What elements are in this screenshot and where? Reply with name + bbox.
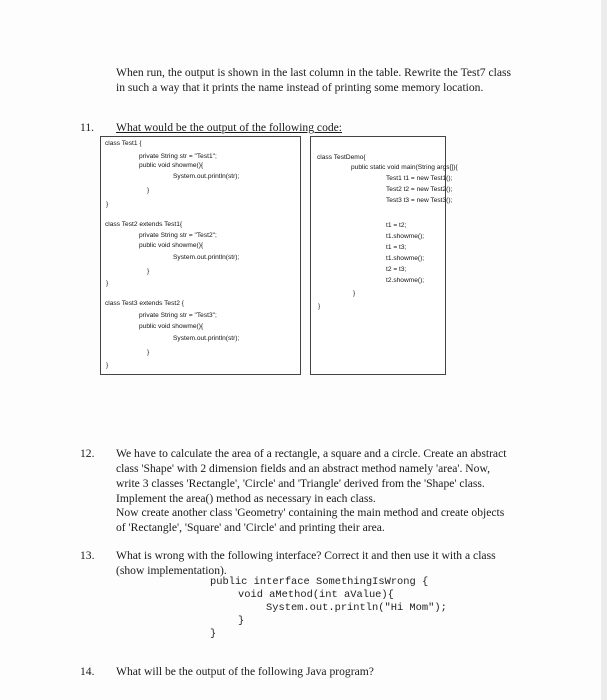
code-line: System.out.println(str); bbox=[173, 173, 240, 180]
left-code-box bbox=[100, 136, 301, 375]
code-line: Test2 t2 = new Test2(); bbox=[386, 186, 453, 193]
code-line: private String str = "Test1"; bbox=[139, 153, 217, 160]
code-line: t1 = t3; bbox=[386, 244, 407, 251]
question-12-line: write 3 classes 'Rectangle', 'Circle' and 'Triangle' derived from the 'Shape' class. bbox=[116, 477, 485, 490]
code-line: t2.showme(); bbox=[386, 277, 425, 284]
question-14-text: What will be the output of the following Java program? bbox=[116, 665, 374, 678]
question-12-line: We have to calculate the area of a rectangle, a square and a circle. Create an abstract bbox=[116, 447, 507, 460]
question-13-number: 13. bbox=[80, 549, 95, 562]
question-11-title: What would be the output of the following code: bbox=[116, 121, 343, 134]
code-line: class Test2 extends Test1{ bbox=[105, 221, 183, 228]
question-12-number: 12. bbox=[80, 447, 95, 460]
code-line: } bbox=[106, 280, 109, 287]
question-11-number: 11. bbox=[80, 121, 95, 134]
question-12-line: Now create another class 'Geometry' containing the main method and create objects bbox=[116, 506, 505, 519]
code-line: } bbox=[318, 303, 321, 310]
question-13-line: (show implementation). bbox=[116, 564, 227, 577]
interface-code-line: void aMethod(int aValue){ bbox=[238, 589, 394, 601]
code-line: class Test3 extends Test2 { bbox=[105, 300, 184, 307]
question-12-line: class 'Shape' with 2 dimension fields and an abstract method namely 'area'. Now, bbox=[116, 462, 490, 475]
code-line: } bbox=[147, 349, 150, 356]
code-line: } bbox=[147, 187, 150, 194]
question-13-line: What is wrong with the following interface? Correct it and then use it with a class bbox=[116, 549, 496, 562]
code-line: class Test1 { bbox=[105, 140, 142, 147]
interface-code-line: } bbox=[210, 628, 217, 640]
code-line: public static void main(String args[]){ bbox=[351, 164, 458, 171]
code-line: } bbox=[147, 268, 150, 275]
code-line: class TestDemo{ bbox=[317, 154, 366, 161]
intro-line-2: in such a way that it prints the name instead of printing some memory location. bbox=[116, 81, 484, 94]
code-line: t1.showme(); bbox=[386, 233, 425, 240]
code-line: public void showme(){ bbox=[139, 242, 204, 249]
code-line: Test3 t3 = new Test3(); bbox=[386, 197, 453, 204]
question-12-line: of 'Rectangle', 'Square' and 'Circle' and printing their area. bbox=[116, 521, 385, 534]
intro-line-1: When run, the output is shown in the last column in the table. Rewrite the Test7 class bbox=[116, 66, 512, 79]
code-line: } bbox=[106, 201, 109, 208]
code-line: t1.showme(); bbox=[386, 255, 425, 262]
question-12-line: Implement the area() method as necessary in each class. bbox=[116, 492, 376, 505]
code-line: } bbox=[353, 290, 356, 297]
interface-code-line: System.out.println("Hi Mom"); bbox=[266, 602, 447, 614]
question-14-number: 14. bbox=[80, 665, 95, 678]
right-code-box bbox=[310, 136, 458, 375]
code-line: private String str = "Test3"; bbox=[139, 312, 217, 319]
code-line: } bbox=[106, 362, 109, 369]
code-line: System.out.println(str); bbox=[173, 335, 240, 342]
code-line: t2 = t3; bbox=[386, 266, 407, 273]
interface-code-line: public interface SomethingIsWrong { bbox=[210, 576, 429, 588]
page-edge-shadow bbox=[601, 0, 607, 700]
code-line: System.out.println(str); bbox=[173, 254, 240, 261]
code-line: public void showme(){ bbox=[139, 162, 204, 169]
interface-code-line: } bbox=[238, 615, 245, 627]
code-line: t1 = t2; bbox=[386, 222, 407, 229]
code-line: Test1 t1 = new Test1(); bbox=[386, 175, 453, 182]
code-line: private String str = "Test2"; bbox=[139, 232, 217, 239]
code-line: public void showme(){ bbox=[139, 323, 204, 330]
